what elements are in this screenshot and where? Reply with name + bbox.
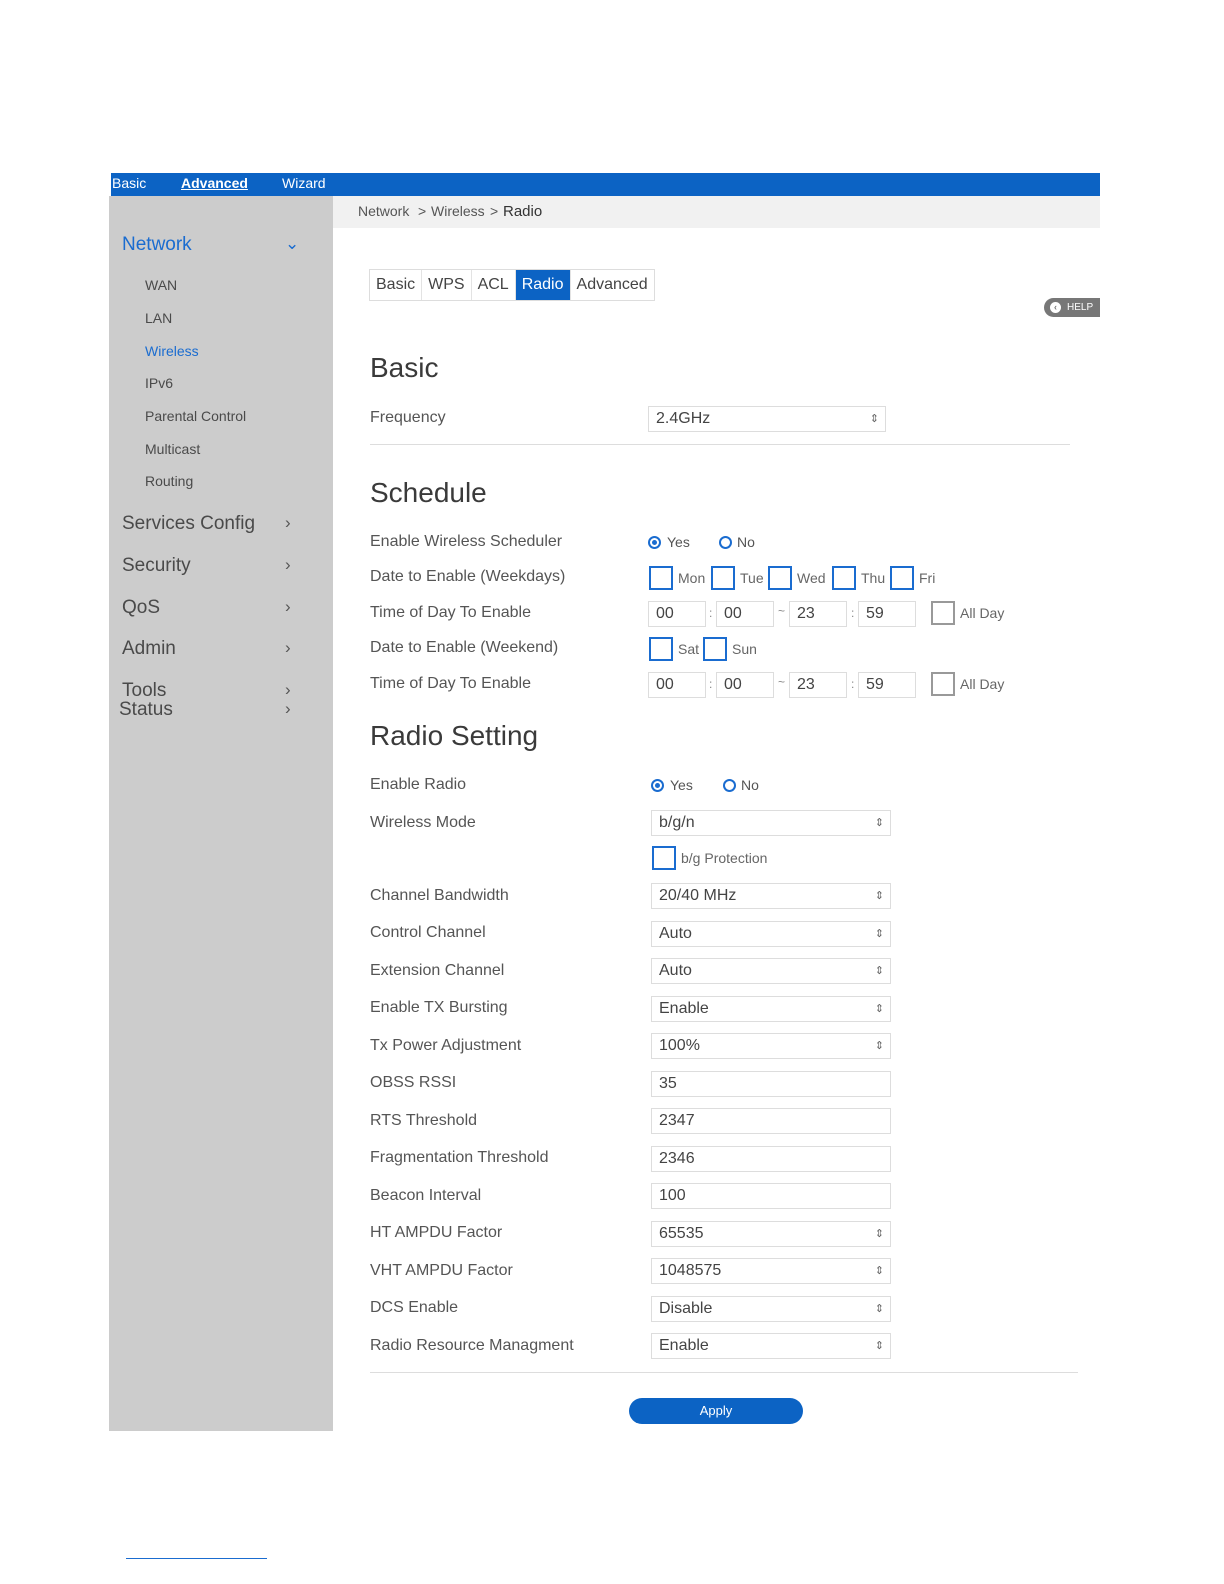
- sidebar-item-wan[interactable]: WAN: [145, 277, 178, 293]
- tab-basic[interactable]: Basic: [370, 270, 422, 300]
- wireless-mode-label: Wireless Mode: [370, 814, 476, 831]
- chevron-left-icon: ‹: [1050, 302, 1061, 313]
- tab-wps[interactable]: WPS: [422, 270, 471, 300]
- bg-protection-label: b/g Protection: [681, 850, 768, 866]
- sat-label: Sat: [678, 641, 700, 657]
- breadcrumb: [333, 196, 1100, 228]
- scheduler-yes-label: Yes: [667, 534, 690, 550]
- help-button[interactable]: ‹ HELP: [1044, 298, 1100, 317]
- bg-protection-checkbox[interactable]: [652, 846, 676, 870]
- wed-checkbox[interactable]: [768, 566, 792, 590]
- chevron-right-icon[interactable]: ›: [285, 597, 291, 616]
- radio-no-radio[interactable]: [723, 779, 736, 792]
- sidebar-item-multicast[interactable]: Multicast: [145, 441, 201, 457]
- sun-checkbox[interactable]: [703, 637, 727, 661]
- vht-ampdu-select[interactable]: 1048575 ⇕: [651, 1258, 891, 1284]
- select-arrows-icon: ⇕: [874, 1228, 884, 1240]
- tx-power-select[interactable]: 100% ⇕: [651, 1033, 891, 1059]
- colon-separator: :: [709, 606, 713, 620]
- select-arrows-icon: ⇕: [874, 1340, 884, 1352]
- weekday-end-minute-input[interactable]: 59: [858, 601, 916, 627]
- fragmentation-threshold-input[interactable]: 2346: [651, 1146, 891, 1172]
- dcs-enable-select[interactable]: Disable ⇕: [651, 1296, 891, 1322]
- beacon-interval-label: Beacon Interval: [370, 1187, 482, 1204]
- mon-checkbox[interactable]: [649, 566, 673, 590]
- select-arrows-icon: ⇕: [874, 1303, 884, 1315]
- all-day-label: All Day: [960, 676, 1005, 692]
- apply-button[interactable]: Apply: [629, 1398, 803, 1424]
- time-of-day-label: Time of Day To Enable: [370, 675, 531, 692]
- tab-bar: [369, 269, 655, 301]
- weekday-start-hour-input[interactable]: 00: [648, 601, 706, 627]
- top-nav-wizard[interactable]: Wizard: [282, 175, 326, 191]
- tilde-separator: ~: [778, 604, 786, 618]
- select-arrows-icon: ⇕: [874, 1040, 884, 1052]
- frequency-select[interactable]: 2.4GHz ⇕: [648, 406, 886, 432]
- sidebar-item-admin[interactable]: Admin: [122, 638, 176, 659]
- colon-separator: :: [709, 677, 713, 691]
- obss-rssi-label: OBSS RSSI: [370, 1074, 457, 1091]
- scheduler-no-radio[interactable]: [719, 536, 732, 549]
- section-title-basic: Basic: [370, 352, 439, 383]
- sidebar-item-parental-control[interactable]: Parental Control: [145, 408, 247, 424]
- radio-resource-management-select[interactable]: Enable ⇕: [651, 1333, 891, 1359]
- thu-checkbox[interactable]: [832, 566, 856, 590]
- enable-radio-label: Enable Radio: [370, 776, 467, 793]
- fri-label: Fri: [919, 570, 936, 586]
- time-of-day-label: Time of Day To Enable: [370, 604, 531, 621]
- weekday-start-minute-input[interactable]: 00: [716, 601, 774, 627]
- section-title-radio-setting: Radio Setting: [370, 720, 539, 751]
- beacon-interval-input[interactable]: 100: [651, 1183, 891, 1209]
- sidebar-item-tools[interactable]: Tools: [122, 680, 167, 701]
- control-channel-label: Control Channel: [370, 924, 486, 941]
- chevron-right-icon[interactable]: ›: [285, 699, 291, 718]
- obss-rssi-input[interactable]: 35: [651, 1071, 891, 1097]
- divider: [370, 444, 1070, 445]
- breadcrumb-separator: >: [418, 203, 427, 219]
- tab-acl[interactable]: ACL: [472, 270, 516, 300]
- dcs-enable-label: DCS Enable: [370, 1299, 459, 1316]
- tx-bursting-label: Enable TX Bursting: [370, 999, 508, 1016]
- weekday-end-hour-input[interactable]: 23: [789, 601, 847, 627]
- sidebar-item-ipv6[interactable]: IPv6: [145, 375, 174, 391]
- tue-checkbox[interactable]: [711, 566, 735, 590]
- select-arrows-icon: ⇕: [874, 1265, 884, 1277]
- scheduler-no-label: No: [737, 534, 755, 550]
- sidebar-item-status[interactable]: Status: [119, 699, 173, 720]
- tx-bursting-select[interactable]: Enable ⇕: [651, 996, 891, 1022]
- scheduler-yes-radio[interactable]: [648, 536, 661, 549]
- sidebar-item-qos[interactable]: QoS: [122, 597, 161, 618]
- tilde-separator: ~: [778, 675, 786, 689]
- chevron-right-icon[interactable]: ›: [285, 680, 291, 699]
- radio-yes-label: Yes: [670, 777, 693, 793]
- sidebar-item-routing[interactable]: Routing: [145, 473, 194, 489]
- tab-advanced[interactable]: Advanced: [576, 276, 648, 293]
- colon-separator: :: [851, 606, 855, 620]
- sidebar-item-security[interactable]: Security: [122, 555, 191, 576]
- divider: [370, 1372, 1078, 1373]
- chevron-right-icon[interactable]: ›: [285, 638, 291, 657]
- rts-threshold-input[interactable]: 2347: [651, 1108, 891, 1134]
- colon-separator: :: [851, 677, 855, 691]
- breadcrumb-network[interactable]: Network: [358, 203, 410, 219]
- wireless-mode-select[interactable]: b/g/n ⇕: [651, 810, 891, 836]
- extension-channel-label: Extension Channel: [370, 962, 505, 979]
- ht-ampdu-label: HT AMPDU Factor: [370, 1224, 503, 1241]
- select-arrows-icon: ⇕: [874, 965, 884, 977]
- tue-label: Tue: [740, 570, 764, 586]
- select-arrows-icon: ⇕: [874, 928, 884, 940]
- channel-bandwidth-select[interactable]: 20/40 MHz ⇕: [651, 883, 891, 909]
- weekend-start-minute-input[interactable]: 00: [716, 672, 774, 698]
- sidebar-item-wireless[interactable]: Wireless: [145, 343, 199, 359]
- weekend-label: Date to Enable (Weekend): [370, 639, 559, 656]
- breadcrumb-current: Radio: [503, 203, 543, 220]
- section-title-schedule: Schedule: [370, 477, 487, 508]
- top-nav-basic[interactable]: Basic: [112, 175, 147, 191]
- sidebar-item-services-config[interactable]: Services Config: [122, 513, 256, 534]
- fragmentation-threshold-label: Fragmentation Threshold: [370, 1149, 549, 1166]
- ht-ampdu-select[interactable]: 65535 ⇕: [651, 1221, 891, 1247]
- breadcrumb-separator: >: [490, 203, 499, 219]
- top-nav-advanced[interactable]: Advanced: [181, 175, 248, 191]
- chevron-down-icon[interactable]: ⌄: [285, 234, 300, 253]
- chevron-right-icon[interactable]: ›: [285, 555, 291, 574]
- radio-resource-management-label: Radio Resource Managment: [370, 1337, 574, 1354]
- vht-ampdu-label: VHT AMPDU Factor: [370, 1262, 513, 1279]
- tx-power-label: Tx Power Adjustment: [370, 1037, 522, 1054]
- channel-bandwidth-label: Channel Bandwidth: [370, 887, 509, 904]
- weekend-end-minute-input[interactable]: 59: [858, 672, 916, 698]
- radio-no-label: No: [741, 777, 759, 793]
- mon-label: Mon: [678, 570, 706, 586]
- sidebar-item-network[interactable]: Network: [122, 234, 192, 255]
- top-nav-bar: [111, 173, 1100, 196]
- select-arrows-icon: ⇕: [874, 890, 884, 902]
- frequency-label: Frequency: [370, 409, 446, 426]
- sat-checkbox[interactable]: [649, 637, 673, 661]
- select-arrows-icon: ⇕: [874, 817, 884, 829]
- weekend-start-hour-input[interactable]: 00: [648, 672, 706, 698]
- weekday-all-day-checkbox[interactable]: [931, 601, 955, 625]
- weekend-end-hour-input[interactable]: 23: [789, 672, 847, 698]
- fri-checkbox[interactable]: [890, 566, 914, 590]
- select-arrows-icon: ⇕: [874, 1003, 884, 1015]
- all-day-label: All Day: [960, 605, 1005, 621]
- extension-channel-select[interactable]: Auto ⇕: [651, 958, 891, 984]
- wed-label: Wed: [797, 570, 826, 586]
- breadcrumb-wireless[interactable]: Wireless: [431, 203, 485, 219]
- chevron-right-icon[interactable]: ›: [285, 513, 291, 532]
- thu-label: Thu: [861, 570, 886, 586]
- control-channel-select[interactable]: Auto ⇕: [651, 921, 891, 947]
- weekend-all-day-checkbox[interactable]: [931, 672, 955, 696]
- footer-line: [126, 1558, 267, 1559]
- sidebar-item-lan[interactable]: LAN: [145, 310, 173, 326]
- weekdays-label: Date to Enable (Weekdays): [370, 568, 566, 585]
- select-arrows-icon: ⇕: [869, 413, 879, 425]
- sun-label: Sun: [732, 641, 757, 657]
- tab-radio[interactable]: Radio: [516, 270, 571, 300]
- enable-scheduler-label: Enable Wireless Scheduler: [370, 533, 563, 550]
- rts-threshold-label: RTS Threshold: [370, 1112, 478, 1129]
- radio-yes-radio[interactable]: [651, 779, 664, 792]
- sidebar: [109, 196, 333, 1431]
